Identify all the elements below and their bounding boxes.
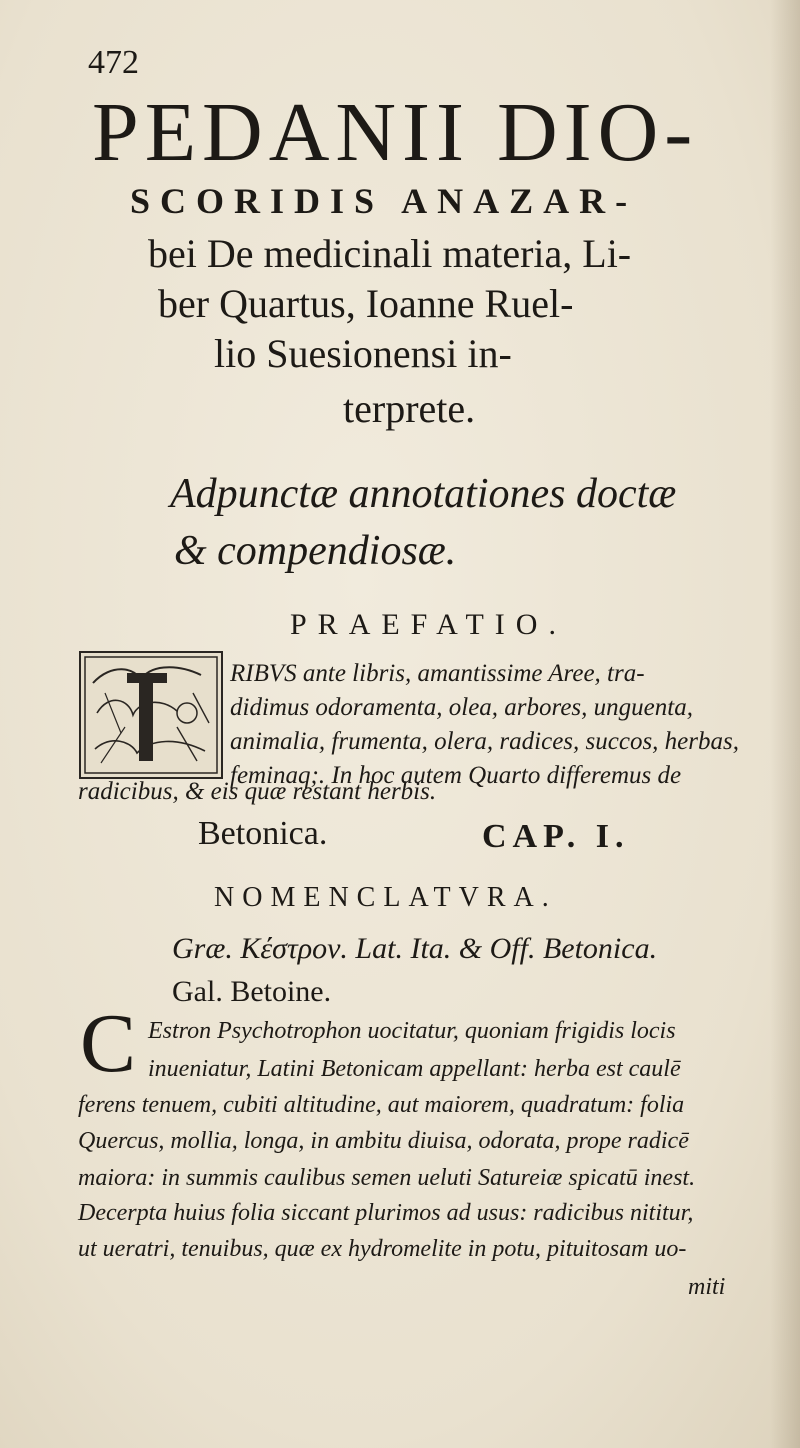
title-line-6: terprete. (343, 386, 476, 431)
subtitle-line-1: Adpunctæ annotationes doctæ (170, 471, 677, 517)
gallic-name-line: Gal. Betoine. (172, 975, 332, 1008)
body-line-5: maiora: in summis caulibus semen ueluti Satureiæ spicatū inest. (78, 1165, 696, 1191)
names-line: Græ. Κέστρον. Lat. Ita. & Off. Betonica. (172, 932, 658, 965)
title-line-5: lio Suesionensi in- (214, 331, 512, 376)
subtitle-line-2: & compendiosæ. (174, 528, 457, 574)
preface-line-3: animalia, frumenta, olera, radices, succos, herbas, (230, 728, 739, 755)
woodcut-ornament-icon (81, 653, 221, 777)
body-line-7: ut ueratri, tenuibus, quæ ex hydromelite in potu, pituitosam uo- (78, 1236, 687, 1262)
nomenclatura-heading: NOMENCLATVRA. (214, 882, 557, 913)
drop-cap-letter: C (80, 997, 137, 1090)
catchword: miti (688, 1274, 726, 1300)
preface-heading: PRAEFATIO. (290, 608, 567, 641)
page-edge-shadow (770, 0, 800, 1448)
preface-line-5: radicibus, & eis quæ restant herbis. (78, 778, 437, 805)
preface-line-2: didimus odoramenta, olea, arbores, unguenta, (230, 694, 693, 721)
title-line-author: PEDANII DIO- (92, 86, 699, 179)
preface-line-1: RIBVS ante libris, amantissime Aree, tra- (230, 660, 645, 687)
body-line-6: Decerpta huius folia siccant plurimos ad usus: radicibus nititur, (78, 1200, 694, 1226)
chapter-herb-name: Betonica. (198, 815, 328, 852)
preface-line-4: feminaq;. In hoc autem Quarto differemus de (230, 762, 682, 789)
decorated-initial-woodcut (79, 651, 223, 779)
title-line-3: bei De medicinali materia, Li- (148, 231, 632, 276)
title-line-2: SCORIDIS ANAZAR- (130, 181, 638, 221)
body-line-2: inueniatur, Latini Betonicam appellant: herba est caulē (148, 1056, 681, 1082)
chapter-number: CAP. I. (482, 818, 630, 855)
title-line-4: ber Quartus, Ioanne Ruel- (158, 281, 574, 326)
body-line-3: ferens tenuem, cubiti altitudine, aut maiorem, quadratum: folia (78, 1092, 685, 1118)
body-line-4: Quercus, mollia, longa, in ambitu diuisa, odorata, prope radicē (78, 1128, 689, 1154)
page-number: 472 (88, 44, 139, 81)
body-line-1: Estron Psychotrophon uocitatur, quoniam frigidis locis (148, 1018, 676, 1044)
